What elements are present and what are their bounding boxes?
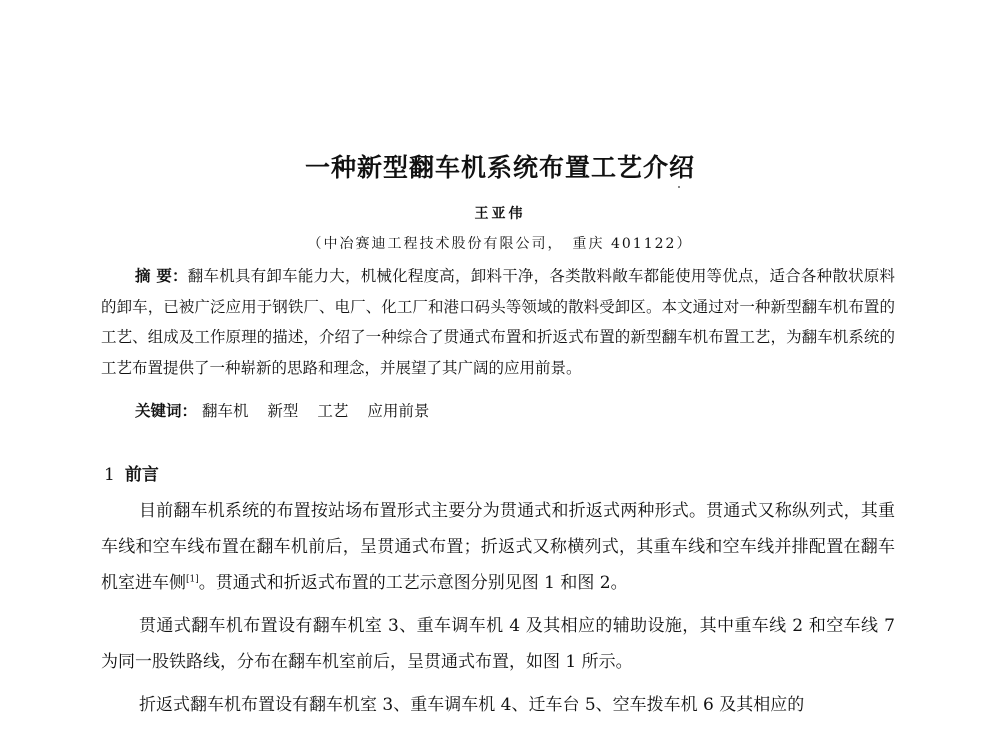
scan-speck [678,186,680,188]
keyword: 应用前景 [367,402,430,420]
paper-title: 一种新型翻车机系统布置工艺介绍 [304,153,695,182]
paragraph-text: 。贯通式和折返式布置的工艺示意图分别见图 1 和图 2。 [198,573,628,593]
keyword: 新型 [267,402,299,420]
abstract-label: 摘 要： [135,267,188,285]
paragraph: 折返式翻车机布置设有翻车机室 3、重车调车机 4、迁车台 5、空车拨车机 6 及其相应的 [139,695,805,715]
paragraph [101,493,895,601]
citation-marker[interactable]: [1] [186,574,199,585]
body-text [101,493,895,730]
section-number: 1 [104,465,115,485]
abstract-text: 翻车机具有卸车能力大，机械化程度高，卸料干净，各类散料敞车都能使用等优点，适合各种散状原料的卸车，已被广泛应用于钢铁厂、电厂、化工厂和港口码头等领域的散料受卸区。本文通过对一种新型翻车机布置的工艺、组成及工作原理的描述，介绍了一种综合了贯通式布置和折返式布置的新型翻车机布置工艺，为翻车机系统的工艺布置提供了一种崭新的思路和理念，并展望了其广阔的应用前景。 [101,267,895,377]
section-heading [104,460,159,485]
keywords [135,396,443,426]
section-title: 前言 [124,465,159,485]
keyword: 工艺 [317,402,349,420]
paragraph-text: 目前翻车机系统的布置按站场布置形式主要分为贯通式和折返式两种形式。贯通式又称纵列式，其重车线和空车线布置在翻车机前后，呈贯通式布置；折返式又称横列式，其重车线和空车线并排配置在翻车机室进车侧 [101,501,895,593]
author-name: 王亚伟 [474,206,526,222]
keywords-label: 关键词： [135,402,198,420]
keyword: 翻车机 [201,402,249,420]
abstract [101,261,895,383]
paragraph: 贯通式翻车机布置设有翻车机室 3、重车调车机 4 及其相应的辅助设施，其中重车线 2 和空车线 7 为同一股铁路线，分布在翻车机室前后，呈贯通式布置，如图 1 所示。 [101,616,895,672]
author-affiliation: （中冶赛迪工程技术股份有限公司， 重庆 401122） [307,236,693,252]
